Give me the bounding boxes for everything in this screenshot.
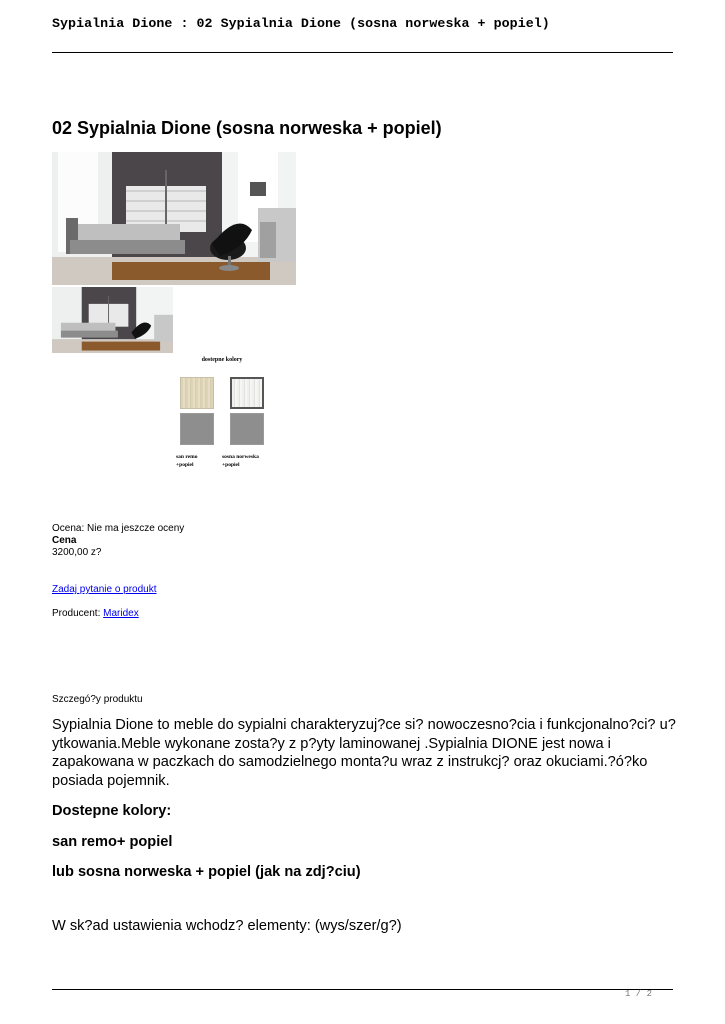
product-description: Sypialnia Dione to meble do sypialni charakteryzuj?ce si? nowoczesno?cia i funkcjonalno?ci? u?ytkowania.Meble wykonane zosta?y z p?yty laminowanej .Sypialnia DIONE jest nowa i zapakowana w paczkach do samodzielnego monta?u wraz z instrukcj? oraz okuciami.?ó?ko posiada pojemnik. (52, 717, 676, 789)
price-label: Cena (52, 535, 77, 546)
product-main-photo[interactable] (52, 152, 296, 285)
swatch-popiel-1 (180, 413, 214, 445)
swatches-heading: dostepne kolory (201, 357, 243, 363)
swatch-san-remo (180, 377, 214, 409)
product-details-label: Szczegó?y produktu (52, 694, 143, 705)
available-colors-heading: Dostepne kolory: (52, 803, 172, 819)
color-option-1: san remo+ popiel (52, 834, 173, 850)
producer-link[interactable]: Maridex (103, 608, 139, 619)
swatch-label-sosna-norweska: sosna norweska +popiel (222, 454, 259, 468)
footer-divider (52, 989, 673, 990)
producer-line (52, 608, 139, 619)
product-title: 02 Sypialnia Dione (sosna norweska + popiel) (52, 118, 442, 138)
color-swatches-image (176, 355, 276, 473)
swatch-popiel-2 (230, 413, 264, 445)
header-divider (52, 52, 673, 53)
swatch-sosna-norweska (230, 377, 264, 409)
set-elements-text: W sk?ad ustawienia wchodz? elementy: (wys/szer/g?) (52, 918, 402, 934)
color-option-2: lub sosna norweska + popiel (jak na zdj?ciu) (52, 864, 361, 880)
product-thumbnail-photo[interactable] (52, 287, 173, 353)
rating-text: Ocena: Nie ma jeszcze oceny (52, 523, 185, 534)
price-value: 3200,00 z? (52, 547, 102, 558)
page-number: 1 / 2 (625, 989, 653, 999)
producer-label: Producent: (52, 608, 104, 619)
ask-question-link[interactable]: Zadaj pytanie o produkt (52, 584, 157, 595)
swatch-label-san-remo: san remo +popiel (176, 454, 198, 468)
running-header-title: Sypialnia Dione : 02 Sypialnia Dione (sosna norweska + popiel) (52, 16, 550, 31)
